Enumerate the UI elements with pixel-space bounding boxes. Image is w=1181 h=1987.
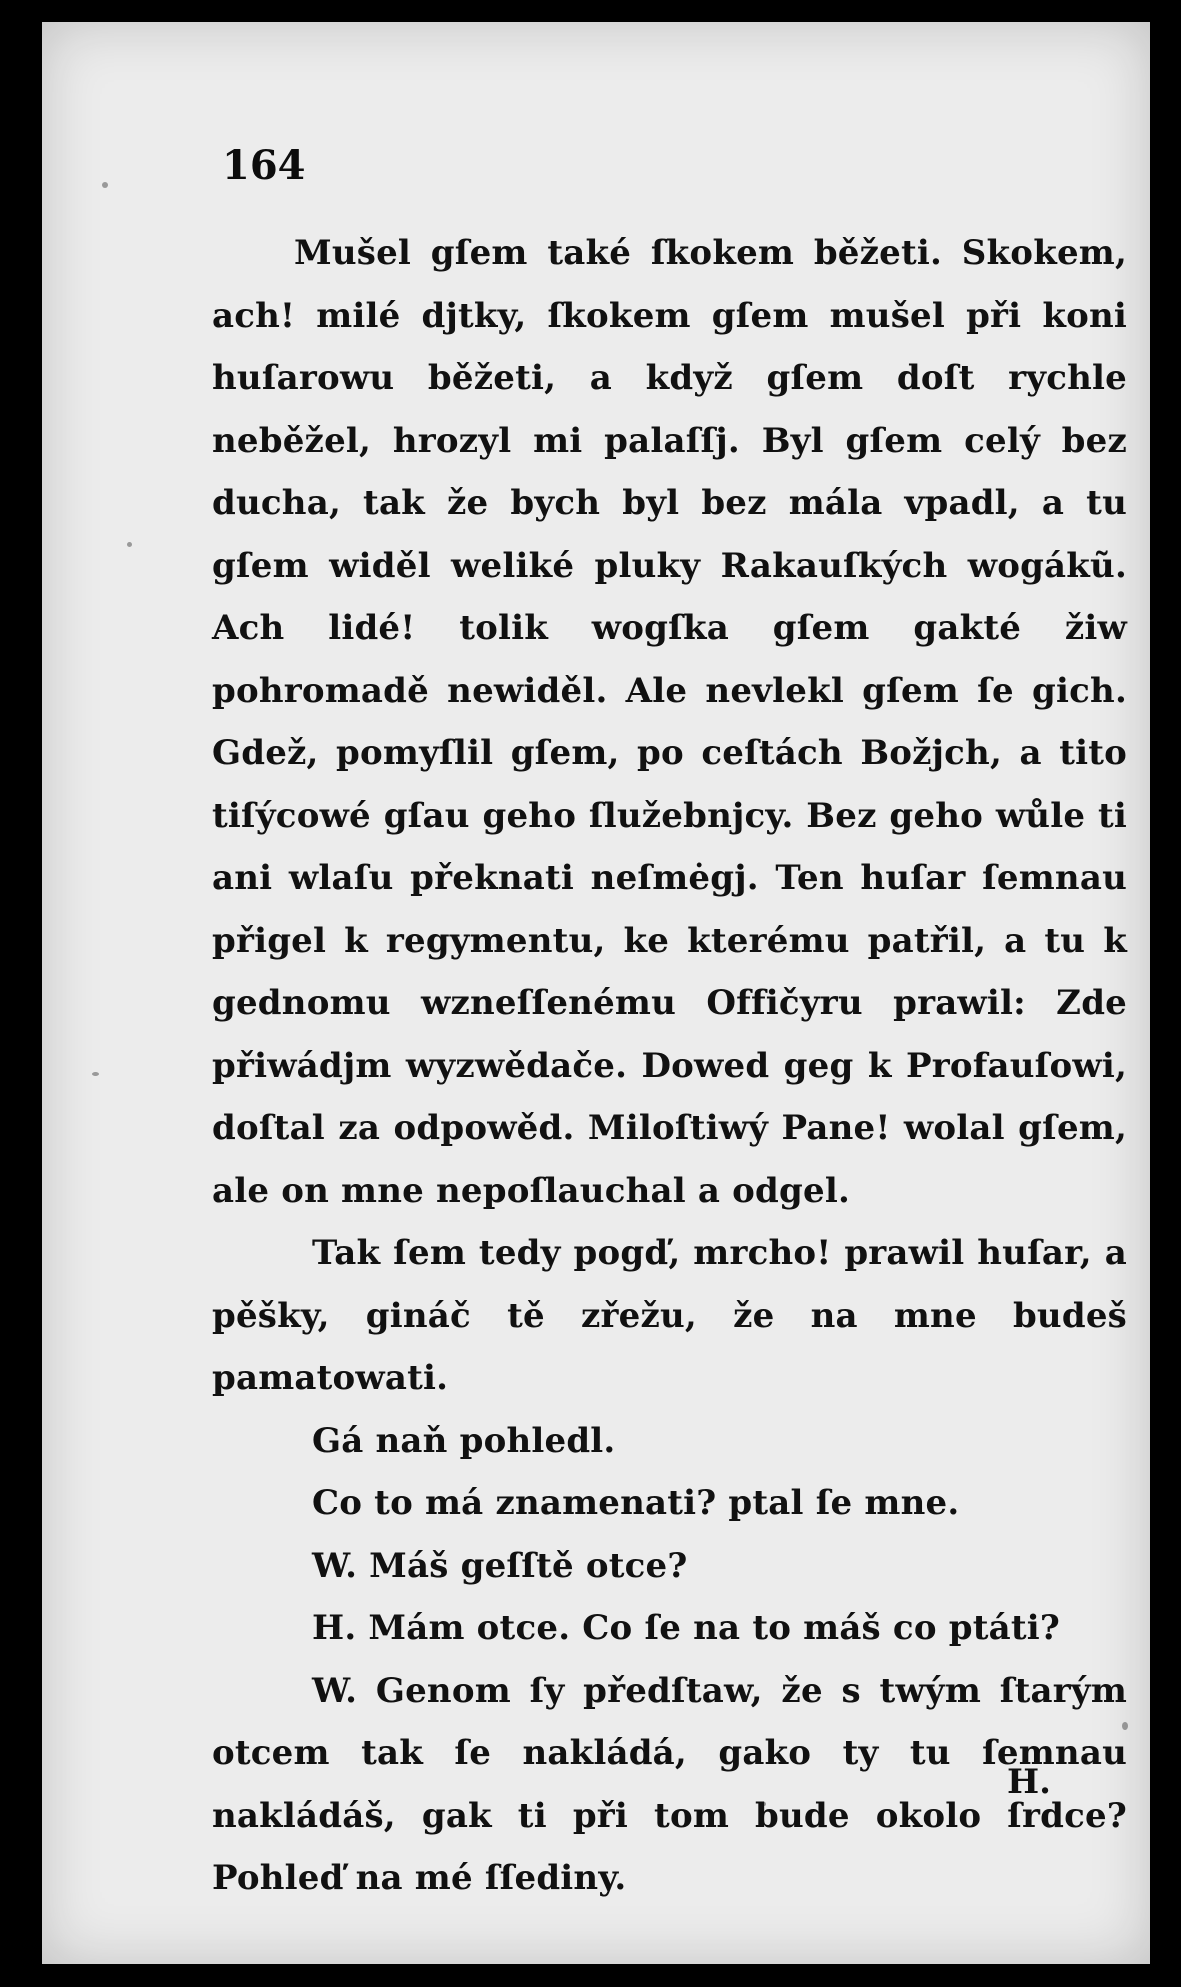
dialogue-line-4: H. Mám otce. Co ſe na to máš co ptáti? (312, 1608, 1060, 1648)
dialogue-line-3: W. Máš geſſtě otce? (312, 1545, 688, 1586)
dialogue-line-2: Co to má znamenati? ptal ſe mne. (312, 1483, 960, 1523)
page-number: 164 (222, 142, 306, 189)
dialogue-line-1: Gá naň pohledl. (312, 1420, 616, 1461)
catchword: H. (1007, 1762, 1051, 1802)
paper-speck (102, 182, 108, 188)
paragraph-2: Tak ſem tedy pogď, mrcho! prawil huſar, a pěšky, gináč tě zřežu, že na mne budeš pamatowati. (212, 1233, 1127, 1398)
paper-speck (92, 1072, 99, 1076)
page-body-text (212, 222, 1127, 1910)
paragraph-1: Mušel gſem také ſkokem běžeti. Skokem, ach! milé djtky, ſkokem gſem mušel při koni huſarowu běžeti, a když gſem doſt rychle neběžel, hrozyl mi palaſſj. Byl gſem celý bez ducha, tak že bych byl bez mála vpadl, a tu gſem widěl weliké pluky Rakauſkých wogákũ. Ach lidé! tolik wogſka gſem gakté žiw pohromadě newiděl. Ale nevlekl gſem ſe gich. Gdež, pomyſlil gſem, po ceſtách Božjch, a tito tiſýcowé gſau geho ſlužebnjcy. Bez geho wůle ti ani wlaſu překnati neſmėgj. Ten huſar ſemnau přigel k regymentu, ke kterému patřil, a tu k gednomu wzneſſenému Offičyru prawil: Zde přiwádjm wyzwědače. Dowed geg k Profauſowi, doſtal za odpowěd. Miloſtiwý Pane! wolal gſem, ale on mne nepoſlauchal a odgel. (212, 233, 1127, 1211)
book-page (42, 22, 1150, 1964)
dialogue-line-5: W. Genom ſy předſtaw, že s twým ſtarým otcem tak ſe nakládá, gako ty tu ſemnau nakládáš, gak ti při tom bude okolo ſrdce? Pohleď na mé ſſediny. (212, 1670, 1127, 1898)
paper-speck (127, 542, 132, 547)
